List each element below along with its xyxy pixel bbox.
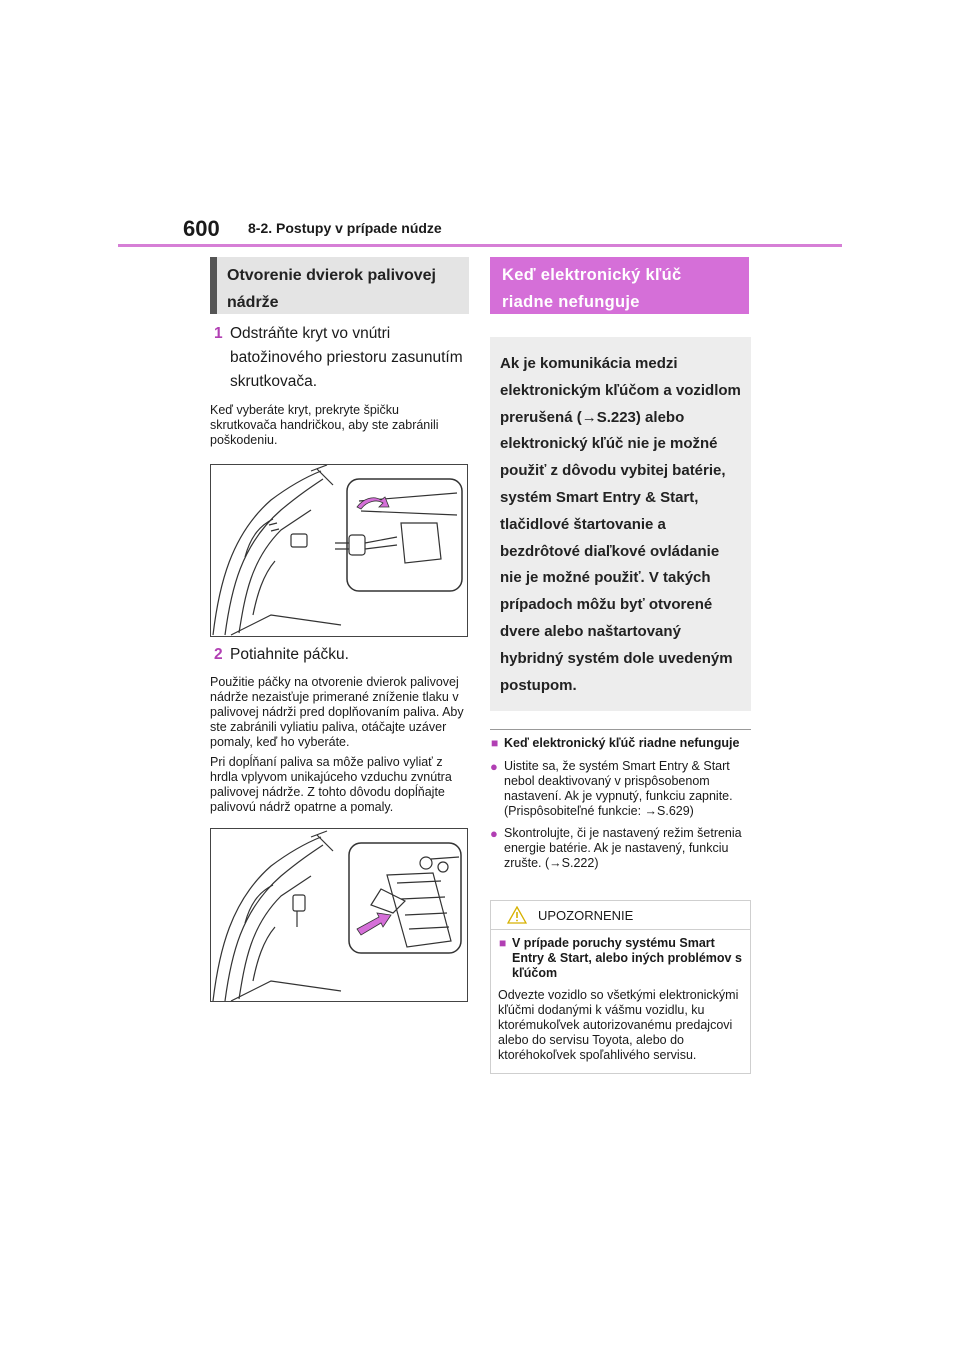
section-heading-line-1: Keď elektronický kľúč: [502, 266, 682, 284]
right-column: [490, 257, 751, 1074]
note-refuel-slowly: Pri dopĺňaní paliva sa môže palivo vyliať z hrdla vplyvom unikajúceho vzduchu zvnútra palivovej nádrže. Z tohto dôvodu dopĺňajte palivovú nádrž opatrne a pomaly.: [210, 755, 452, 814]
note-cover-cloth: Keď vyberáte kryt, prekryte špičku skrutkovača handričkou, aby ste zabránili poškodeniu.: [210, 403, 439, 447]
divider: [490, 729, 751, 730]
step-1-number: 1: [214, 325, 223, 342]
circle-bullet-icon: ●: [490, 826, 498, 842]
subsection-heading-text: Keď elektronický kľúč riadne nefunguje: [504, 736, 740, 751]
bullet-battery-saving-text: Skontrolujte, či je nastavený režim šetrenia energie batérie. Ak je nastavený, funkciu zrušte. (→S.222): [504, 826, 742, 871]
warning-body: [491, 930, 750, 1073]
square-bullet-icon: ■: [491, 736, 499, 751]
section-heading-line-1: Otvorenie dvierok palivovej: [227, 267, 436, 284]
bullet-smart-entry: [490, 759, 751, 819]
warning-title: UPOZORNENIE: [538, 907, 634, 923]
warning-triangle-icon: [507, 906, 527, 924]
warning-box: [490, 900, 751, 1074]
section-heading-key-malfunction: [490, 257, 749, 314]
warning-text: Odvezte vozidlo so všetkými elektronickými kľúčmi dodanými k vášmu vozidlu, ku ktorémukoľvek autorizovanému predajcovi alebo do servisu Toyota, alebo do ktoréhokoľvek spoľahlivého servisu.: [498, 988, 739, 1063]
circle-bullet-icon: ●: [490, 759, 498, 775]
lever-illustration: [211, 829, 467, 1001]
bullet-smart-entry-text: Uistite sa, že systém Smart Entry & Start nebol deaktivovaný v prispôsobenom nastavení. Ak je vypnutý, funkciu zapnite. (Prispôsobiteľné funkcie: →S.629): [504, 759, 733, 819]
page-number: 600: [183, 216, 220, 241]
figure-remove-cover: [210, 464, 468, 637]
warning-subheading: [498, 936, 744, 981]
section-heading-line-2: nádrže: [227, 294, 279, 311]
step-1-text: Odstráňte kryt vo vnútri batožinového priestoru zasunutím skrutkovača.: [230, 325, 463, 390]
left-column: [210, 257, 469, 1002]
section-heading-line-2: riadne nefunguje: [502, 293, 640, 311]
step-1: [210, 322, 469, 394]
header-rule: [118, 244, 842, 247]
trunk-cover-illustration: [211, 465, 467, 636]
subsection-heading: [490, 736, 751, 751]
step-2-text: Potiahnite páčku.: [230, 646, 349, 663]
figure-pull-lever: [210, 828, 468, 1002]
note-pressure: Použitie páčky na otvorenie dvierok palivovej nádrže nezaisťuje primerané zníženie tlaku v palivovej nádrži pred doplňovaním paliva. Aby ste zabránili vyliatiu paliva, otáčajte uzáver pomaly, keď ho vyberáte.: [210, 675, 464, 749]
warning-subheading-text: V prípade poruchy systému Smart Entry & Start, alebo iných problémov s kľúčom: [512, 936, 742, 981]
warning-header: [491, 901, 750, 930]
bullet-battery-saving: [490, 826, 751, 871]
step-2-number: 2: [214, 646, 223, 663]
step-2: [210, 643, 469, 667]
chapter-title: 8-2. Postupy v prípade núdze: [248, 220, 442, 236]
section-heading-fuel-door: [210, 257, 469, 314]
square-bullet-icon: ■: [499, 936, 507, 951]
intro-box: Ak je komunikácia medzi elektronickým kľúčom a vozidlom prerušená (→S.223) alebo elektronický kľúč nie je možné použiť z dôvodu vybitej batérie, systém Smart Entry & Start, tlačidlové štartovanie a bezdrôtové diaľkové ovládanie nie je možné použiť. V takých prípadoch môžu byť otvorené dvere alebo naštartovaný hybridný systém dole uvedeným postupom.: [490, 337, 751, 711]
